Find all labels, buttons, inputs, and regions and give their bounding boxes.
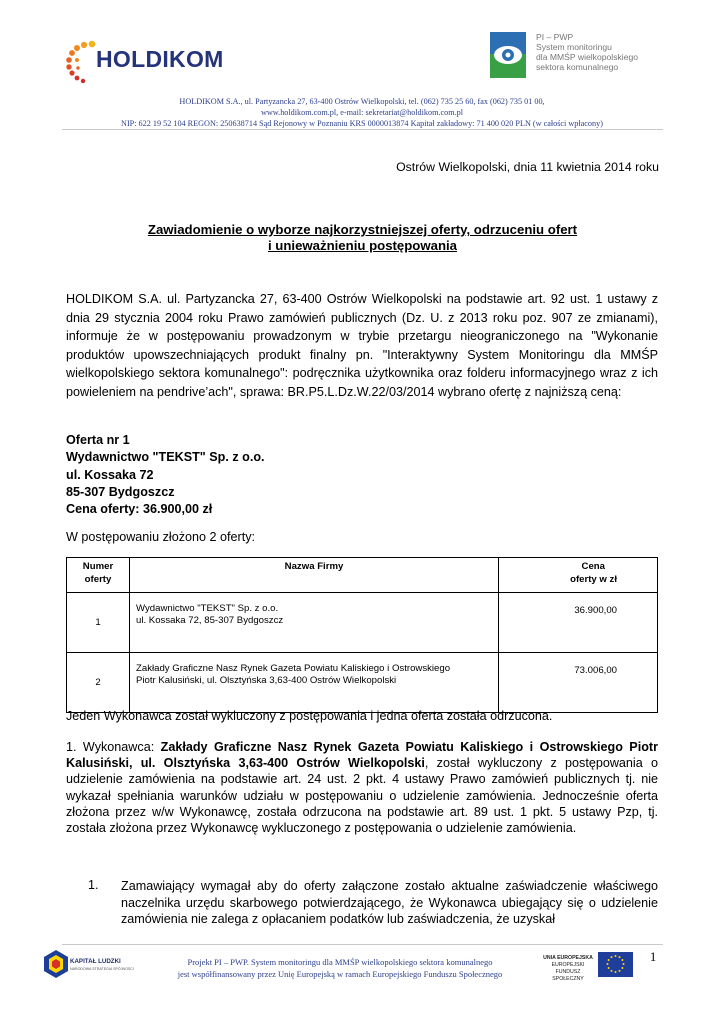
project-logo-line: dla MMŚP wielkopolskiego bbox=[536, 52, 639, 62]
excluded-summary: Jeden Wykonawca został wykluczony z postępowania i jedna oferta została odrzucona. bbox=[66, 709, 553, 723]
footer-line-1: Projekt PI – PWP. System monitoringu dla MMŚP wielkopolskiego sektora komunalnego bbox=[187, 957, 493, 967]
list-item-number: 1. bbox=[88, 878, 99, 892]
contractor-paragraph bbox=[66, 739, 658, 836]
footer-line-2: jest współfinansowany przez Unię Europejską w ramach Europejskiego Funduszu Społecznego bbox=[177, 969, 503, 979]
row-price: 36.900,00 bbox=[499, 593, 658, 653]
header-company-name: Nazwa Firmy bbox=[130, 558, 499, 593]
date-line: Ostrów Wielkopolski, dnia 11 kwietnia 2014 roku bbox=[396, 160, 659, 174]
contractor-name: Zakłady Graficzne Nasz Rynek Gazeta Powiatu Kaliskiego i Ostrowskiego Piotr Kalusiński, ul. Olsztyńska 3,63-400 Ostrów Wielkopolski bbox=[66, 740, 658, 771]
kapital-ludzki-icon bbox=[44, 950, 68, 978]
kl-subtitle: NARODOWA STRATEGIA SPÓJNOŚCI bbox=[70, 967, 134, 971]
eu-text: UNIA EUROPEJSKA EUROPEJSKI FUNDUSZ SPOŁECZNY bbox=[543, 955, 593, 982]
title-line-2: i unieważnieniu postępowania bbox=[267, 238, 458, 253]
header-price: Cena oferty w zł bbox=[499, 558, 658, 593]
contractor-details: , został wykluczony z postępowania o udzielenie zamówienia na podstawie art. 24 ust. 2 pkt. 4 ustawy Prawo zamówień publicznych tj. nie wykazał spełniania warunków udziału w postępowaniu o udzielenie zamówienia. Jednocześnie oferta złożona przez w/w Wykonawcę, została odrzucona na podstawie art. 89 ust. 1 pkt. 5 ustawy Pzp, tj. została złożona przez Wykonawcę wykluczonego z postępowania o udzielenie zamówienia. bbox=[66, 756, 658, 836]
project-logo-line: sektora komunalnego bbox=[536, 62, 619, 72]
company-address: HOLDIKOM S.A., ul. Partyzancka 27, 63-400 Ostrów Wielkopolski, tel. (062) 735 25 60, fax (062) 735 01 00, bbox=[179, 97, 545, 106]
footer-text bbox=[140, 956, 540, 980]
row-company: Wydawnictwo "TEKST" Sp. z o.o. ul. Kossaka 72, 85-307 Bydgoszcz bbox=[130, 593, 499, 653]
offer-street: ul. Kossaka 72 bbox=[66, 467, 154, 482]
row-price: 73.006,00 bbox=[499, 653, 658, 713]
project-logo-line: PI – PWP bbox=[536, 32, 574, 42]
page-number: 1 bbox=[650, 950, 657, 964]
header-divider bbox=[62, 129, 663, 130]
contractor-prefix: 1. Wykonawca: bbox=[66, 740, 161, 754]
selected-offer bbox=[66, 432, 265, 518]
company-info bbox=[62, 96, 662, 129]
footer-divider bbox=[62, 944, 663, 945]
eu-flag-icon bbox=[598, 952, 633, 977]
project-logo-text bbox=[536, 32, 638, 72]
header-number: Numer oferty bbox=[67, 558, 130, 593]
row-number: 2 bbox=[67, 653, 130, 713]
holdikom-logo-text: HOLDIKOM bbox=[96, 46, 224, 72]
offer-price: Cena oferty: 36.900,00 zł bbox=[66, 502, 213, 517]
pi-pwp-logo-icon bbox=[488, 32, 528, 78]
offer-company: Wydawnictwo "TEKST" Sp. z o.o. bbox=[66, 450, 265, 465]
row-number: 1 bbox=[67, 593, 130, 653]
kapital-ludzki-logo bbox=[44, 950, 136, 982]
document-title bbox=[62, 222, 663, 254]
row-company: Zakłady Graficzne Nasz Rynek Gazeta Powiatu Kaliskiego i Ostrowskiego Piotr Kalusiński, ul. Olsztyńska 3,63-400 Ostrów Wielkopolski bbox=[130, 653, 499, 713]
title-line-1: Zawiadomienie o wyborze najkorzystniejszej oferty, odrzuceniu ofert bbox=[147, 222, 578, 237]
kl-title: KAPITAŁ LUDZKI bbox=[70, 958, 121, 965]
table-row bbox=[67, 593, 658, 653]
list-item-text: Zamawiający wymagał aby do oferty załączone zostało aktualne zaświadczenie właściwego naczelnika urzędu skarbowego potwierdzającego, że Wykonawca ubiegający się o udzielenie zamówienia nie zalega z opłacaniem podatków lub zaświadczenia, że uzyskał bbox=[121, 879, 658, 926]
table-header-row bbox=[67, 558, 658, 593]
intro-paragraph: HOLDIKOM S.A. ul. Partyzancka 27, 63-400 Ostrów Wielkopolski na podstawie art. 92 ust. 1 ustawy z dnia 29 stycznia 2004 roku Prawo zamówień publicznych (Dz. U. z 2013 roku poz. 907 ze zmianami), informuje że w postępowaniu prowadzonym w trybie przetargu nieograniczonego na "Wykonanie produktów upowszechniających produkt finalny pn. "Interaktywny System Monitoringu dla MMŚP wielkopolskiego sektora komunalnego": podręcznika użytkownika oraz folderu informacyjnego wraz z ich powieleniem na pendrive’ach", sprawa: BR.P5.L.Dz.W.22/03/2014 wybrano ofertę z najniższą ceną: bbox=[66, 292, 658, 399]
offers-count: W postępowaniu złożono 2 oferty: bbox=[66, 530, 256, 544]
offer-city: 85-307 Bydgoszcz bbox=[66, 484, 175, 499]
offer-heading: Oferta nr 1 bbox=[66, 433, 130, 447]
company-registration: NIP: 622 19 52 104 REGON: 250638714 Sąd Rejonowy w Poznaniu KRS 0000013874 Kapitał zakładowy: 71 400 020 PLN (w całości wpłacony) bbox=[121, 119, 603, 128]
table-row bbox=[67, 653, 658, 713]
offers-table bbox=[66, 557, 658, 713]
project-logo-line: System monitoringu bbox=[536, 42, 612, 52]
company-contact[interactable]: www.holdikom.com.pl, e-mail: sekretariat@holdikom.com.pl bbox=[260, 108, 464, 117]
